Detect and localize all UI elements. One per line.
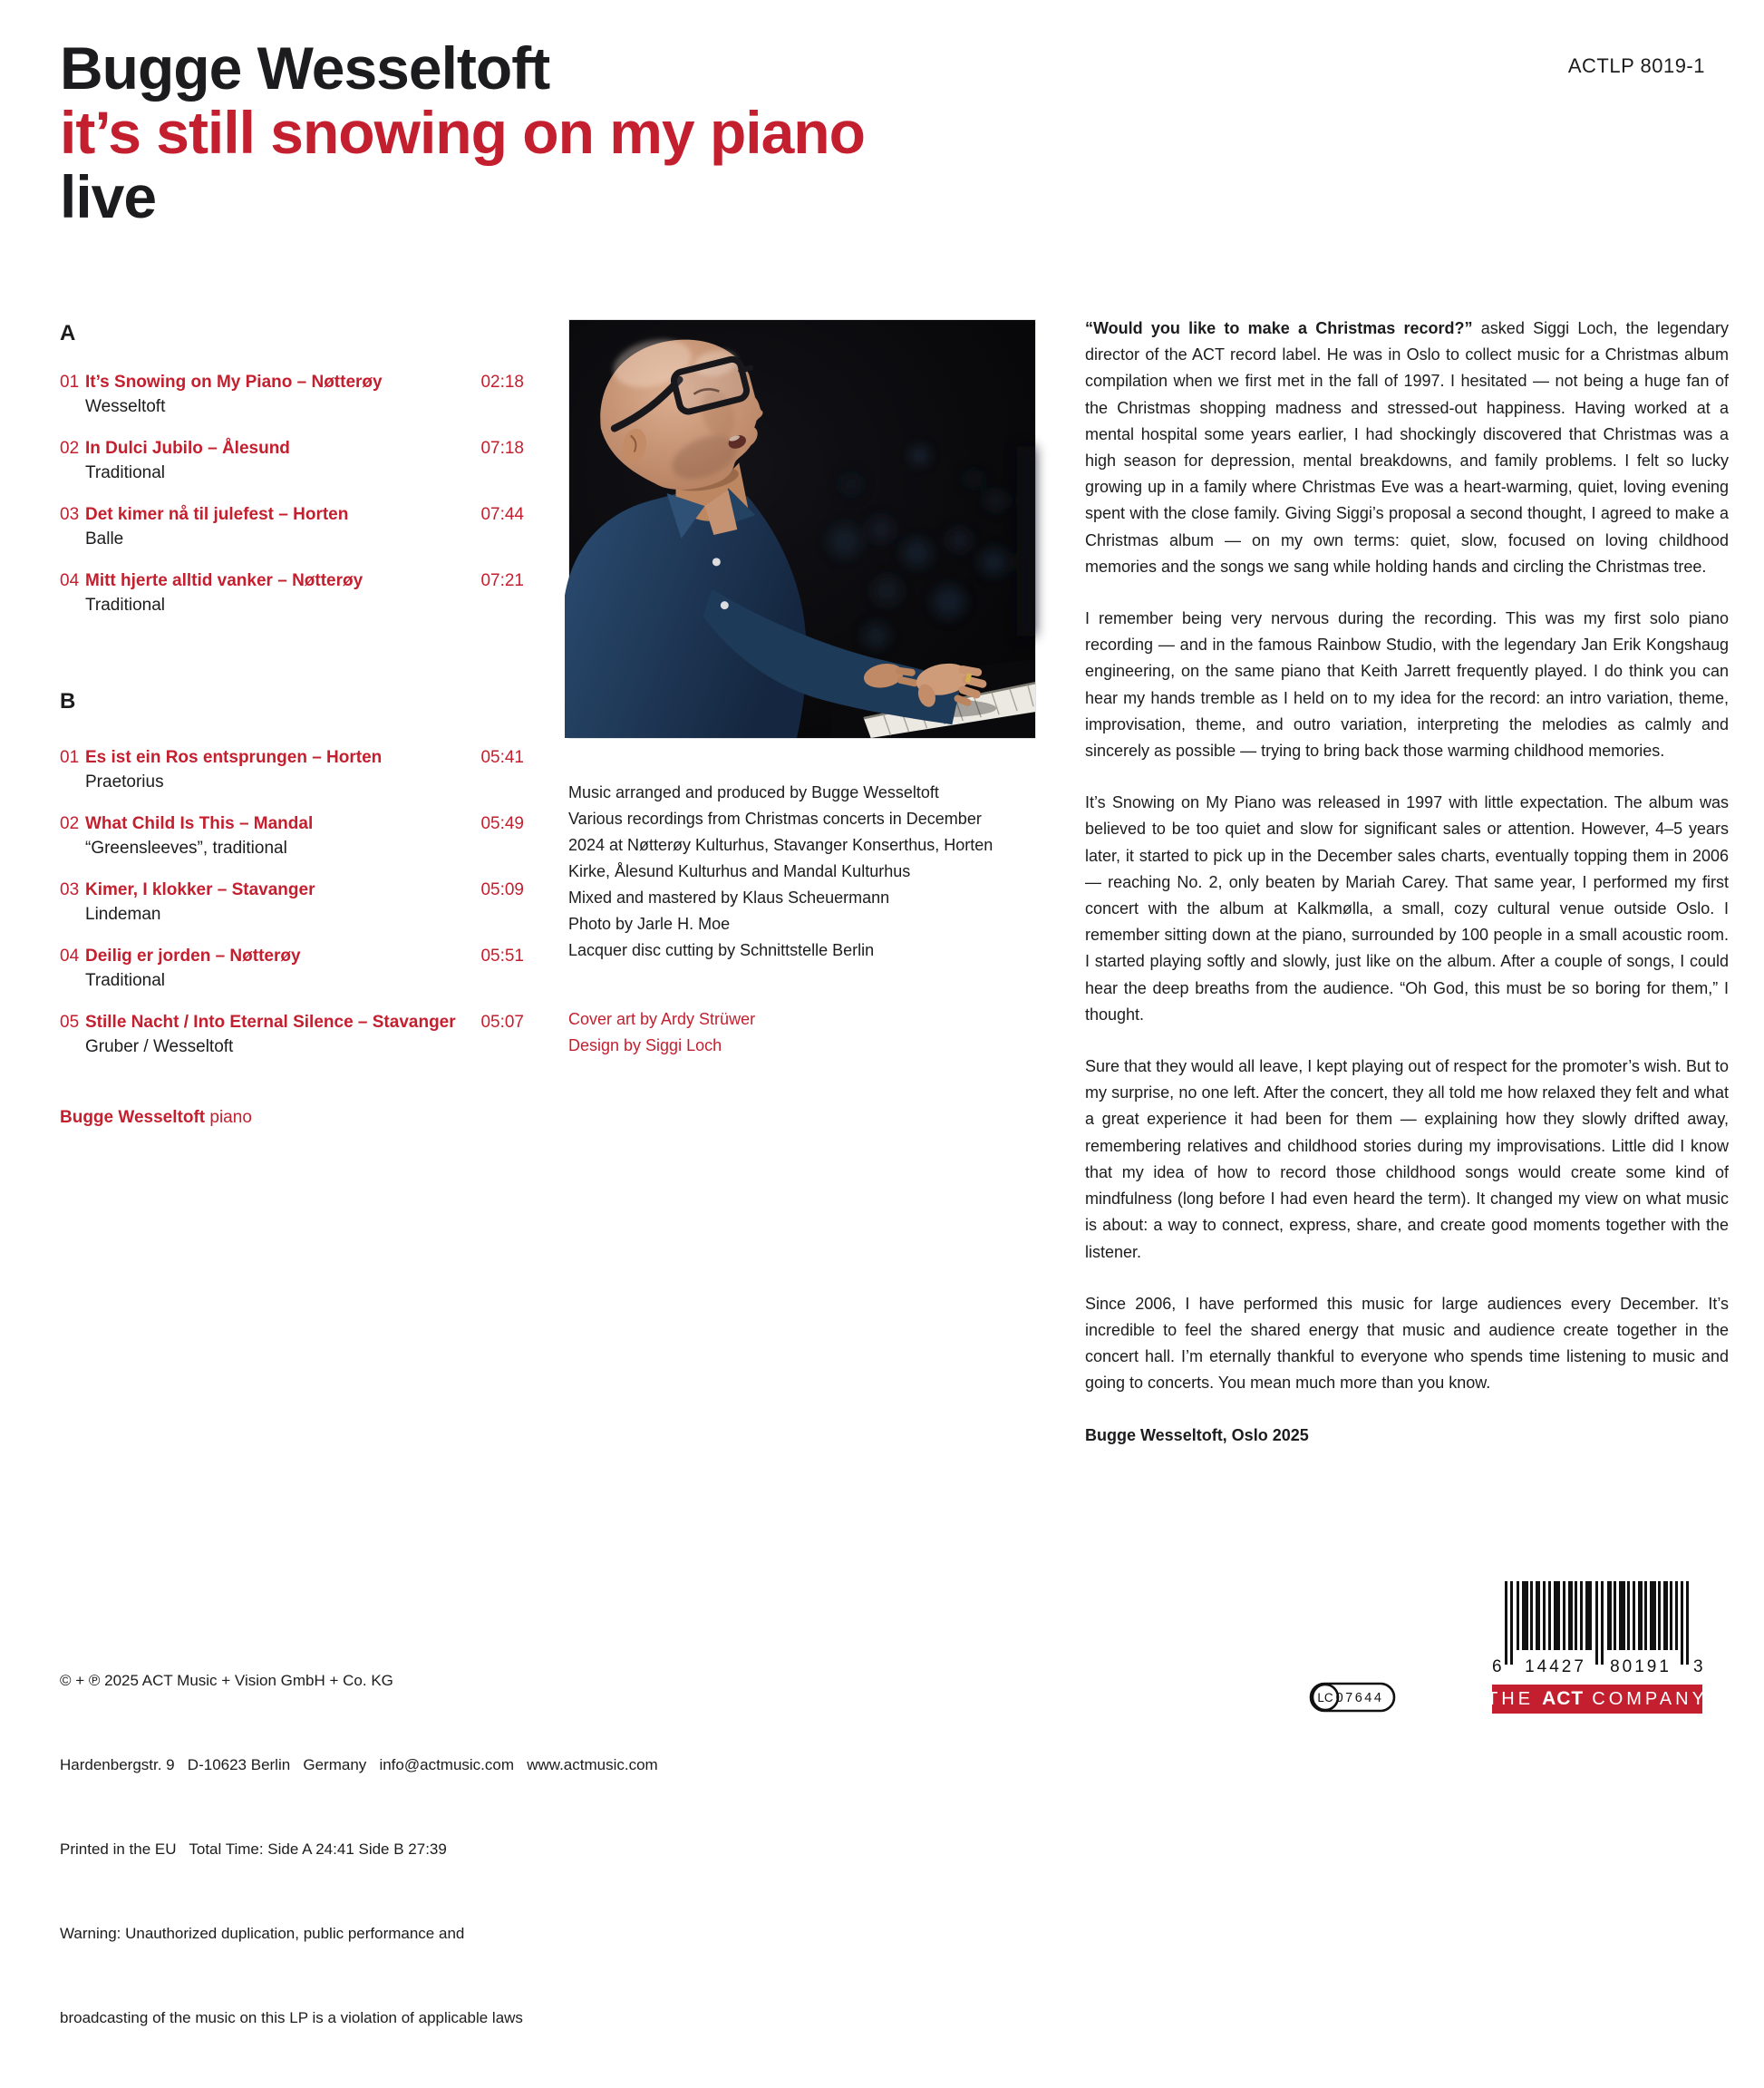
side-b-label: B [60,689,76,714]
album-subtitle: live [60,163,157,230]
lc-logo [1309,1681,1396,1714]
barcode [1488,1579,1706,1675]
essay-paragraph: I remember being very nervous during the recording. This was my first solo piano recording — and in the famous Rainbow Studio, with the legendary Jan Erik Kongshaug engineering, on the same piano that Keith Jarrett frequently played. I do think you can hear my hands tremble as I held on to my idea for the record: an intro variation, theme, improvisation, theme, and outro variation, interpreting the melodies as calmly and sincerely as possible — trying to bring back those warming childhood memories. [1085,609,1729,761]
liner-notes [1085,316,1729,1474]
credit-line: 2024 at Nøtterøy Kulturhus, Stavanger Konserthus, Horten [568,836,993,854]
barcode-icon [1488,1579,1706,1675]
track-row [60,745,524,794]
catalog-number: ACTLP 8019-1 [1567,54,1705,77]
track-title: Mitt hjerte alltid vanker – Nøtterøy [85,571,363,590]
track-row [60,436,524,485]
track-title: Deilig er jorden – Nøtterøy [85,947,301,966]
legal-line: broadcasting of the music on this LP is a violation of applicable laws [60,2009,523,2026]
track-time: 05:41 [480,748,524,767]
track-title: What Child Is This – Mandal [85,814,314,833]
track-time: 05:51 [480,947,524,966]
track-row [60,944,524,993]
track-composer: Gruber / Wesseltoft [85,1037,234,1056]
essay-signature: Bugge Wesseltoft, Oslo 2025 [1085,1425,1309,1444]
lineup-artist: Bugge Wesseltoft [60,1108,206,1127]
track-time: 07:18 [480,439,524,458]
album-title: it’s still snowing on my piano [60,99,865,166]
artist-photo-illustration [569,320,1035,738]
barcode-digits-group2: 80191 [1610,1657,1672,1676]
track-number: 01 [60,748,80,767]
track-composer: “Greensleeves”, traditional [85,839,287,858]
track-title: Es ist ein Ros entsprungen – Horten [85,748,383,767]
track-number: 04 [60,571,80,590]
lineup [60,1108,252,1128]
credit-line: Photo by Jarle H. Moe [568,915,731,933]
track-time: 07:44 [480,505,524,524]
side-a-label: A [60,321,76,345]
track-row [60,878,524,927]
track-number: 05 [60,1013,80,1032]
credit-line: Design by Siggi Loch [568,1036,722,1054]
track-composer: Traditional [85,971,166,990]
credit-line: Music arranged and produced by Bugge Wesseltoft [568,783,939,801]
legal-notice [60,1610,658,2088]
essay-paragraph: “Would you like to make a Christmas record?” asked Siggi Loch, the legendary director of the ACT record label. He was in Oslo to collect music for a Christmas album compilation when we first met in the fall of 1997. I hesitated — not being a huge fan of the Christmas shopping madness and stressed-out happiness. Having worked at a mental hospital some years earlier, I had shockingly discovered that Christmas was a high season for depression, mental breakdowns, and family problems. I felt so lucky growing up in a family where Christmas Eve was a heart-warming, quiet, loving evening spent with the close family. Giving Siggi’s proposal a second thought, I agreed to make a Christmas album — on my own terms: quiet, slow, focused on loving childhood memories and the songs we sang while holding hands and circling the Christmas tree. [1085,319,1729,576]
track-composer: Wesseltoft [85,397,166,416]
track-title: In Dulci Jubilo – Ålesund [85,439,290,458]
essay-paragraph: Since 2006, I have performed this music for large audiences every December. It’s incredible to feel the shared energy that music and audience create together in the concert hall. I’m eternally thankful to everyone who spends time listening to music and going to concerts. You mean much more than you know. [1085,1294,1729,1393]
track-composer: Lindeman [85,905,161,924]
artist-name: Bugge Wesseltoft [60,34,550,102]
credit-line: Lacquer disc cutting by Schnittstelle Berlin [568,941,875,959]
credit-line: Mixed and mastered by Klaus Scheuermann [568,889,890,907]
track-number: 04 [60,947,80,966]
track-row [60,1010,524,1059]
track-composer: Traditional [85,596,166,615]
track-time: 05:07 [480,1013,524,1032]
company-word: COMPANY [1592,1688,1708,1709]
track-time: 05:49 [480,814,524,833]
track-number: 02 [60,814,80,833]
essay-paragraph: Sure that they would all leave, I kept playing out of respect for the promoter’s wish. But to my surprise, no one left. After the concert, they all told me how relaxed they felt and what a great experience it had been for them — explaining how they slowly drifted away, remembering relatives and childhood stories during my improvisations. Little did I know that my idea of how to record those childhood songs would create some kind of mindfulness (long before I had even heard the term). It changed my view on what music is about: a way to connect, express, share, and create good moments together with the listener. [1085,1057,1729,1261]
company-word: THE [1487,1688,1535,1709]
legal-line: Printed in the EU Total Time: Side A 24:41 Side B 27:39 [60,1840,447,1858]
track-time: 02:18 [480,373,524,392]
track-row [60,370,524,419]
essay-lead-quote: “Would you like to make a Christmas record?” [1085,319,1473,337]
lineup-instrument: piano [209,1108,252,1127]
barcode-digit-right: 3 [1693,1657,1703,1676]
essay-paragraph: It’s Snowing on My Piano was released in 1997 with little expectation. The album was believed to be too quiet and slow for significant sales or attention. However, 4–5 years later, it started to pick up in the December sales charts, eventually topping them in 2006 — reaching No. 2, only beaten by Mariah Carey. That same year, I performed my first concert with the album at Kalkmølla, a small, cozy cultural venue outside Oslo. I remember sitting down at the piano, surrounded by 100 people in a small acoustic room. I started playing softly and slowly, just like on the album. After a couple of songs, I could hear the deep breaths from the audience. “Oh God, this must be so boring for them,” I thought. [1085,793,1729,1024]
track-title: Kimer, I klokker – Stavanger [85,880,315,899]
recording-credits [568,780,1040,964]
credit-line: Various recordings from Christmas concerts in December [568,810,982,828]
act-logo-word: ACT [1542,1688,1585,1709]
track-row [60,811,524,860]
track-time: 05:09 [480,880,524,899]
track-row [60,502,524,551]
track-row [60,568,524,617]
track-title: It’s Snowing on My Piano – Nøtterøy [85,373,383,392]
legal-line: Warning: Unauthorized duplication, public performance and [60,1925,465,1942]
barcode-digit-left: 6 [1492,1657,1502,1676]
side-b-tracklist [60,745,524,1076]
track-number: 02 [60,439,80,458]
lc-logo-icon [1309,1681,1396,1714]
track-title: Det kimer nå til julefest – Horten [85,505,349,524]
lc-label: LC [1317,1691,1333,1704]
credit-line: Kirke, Ålesund Kulturhus and Mandal Kulturhus [568,862,911,880]
track-composer: Balle [85,529,124,549]
track-title: Stille Nacht / Into Eternal Silence – Stavanger [85,1013,456,1032]
artist-photo [568,319,1036,739]
masthead [60,36,865,229]
barcode-digits-group1: 14427 [1525,1657,1586,1676]
track-composer: Praetorius [85,772,164,791]
lc-number: 07644 [1335,1691,1384,1705]
side-a-tracklist [60,370,524,635]
design-credits [568,1006,1040,1059]
act-company-logo [1487,1685,1708,1714]
track-number: 01 [60,373,80,392]
track-number: 03 [60,880,80,899]
credit-line: Cover art by Ardy Strüwer [568,1010,756,1028]
track-time: 07:21 [480,571,524,590]
track-number: 03 [60,505,80,524]
track-composer: Traditional [85,463,166,482]
legal-line: Hardenbergstr. 9 D-10623 Berlin Germany info@actmusic.com www.actmusic.com [60,1756,658,1773]
legal-line: © + ℗ 2025 ACT Music + Vision GmbH + Co. KG [60,1672,393,1689]
